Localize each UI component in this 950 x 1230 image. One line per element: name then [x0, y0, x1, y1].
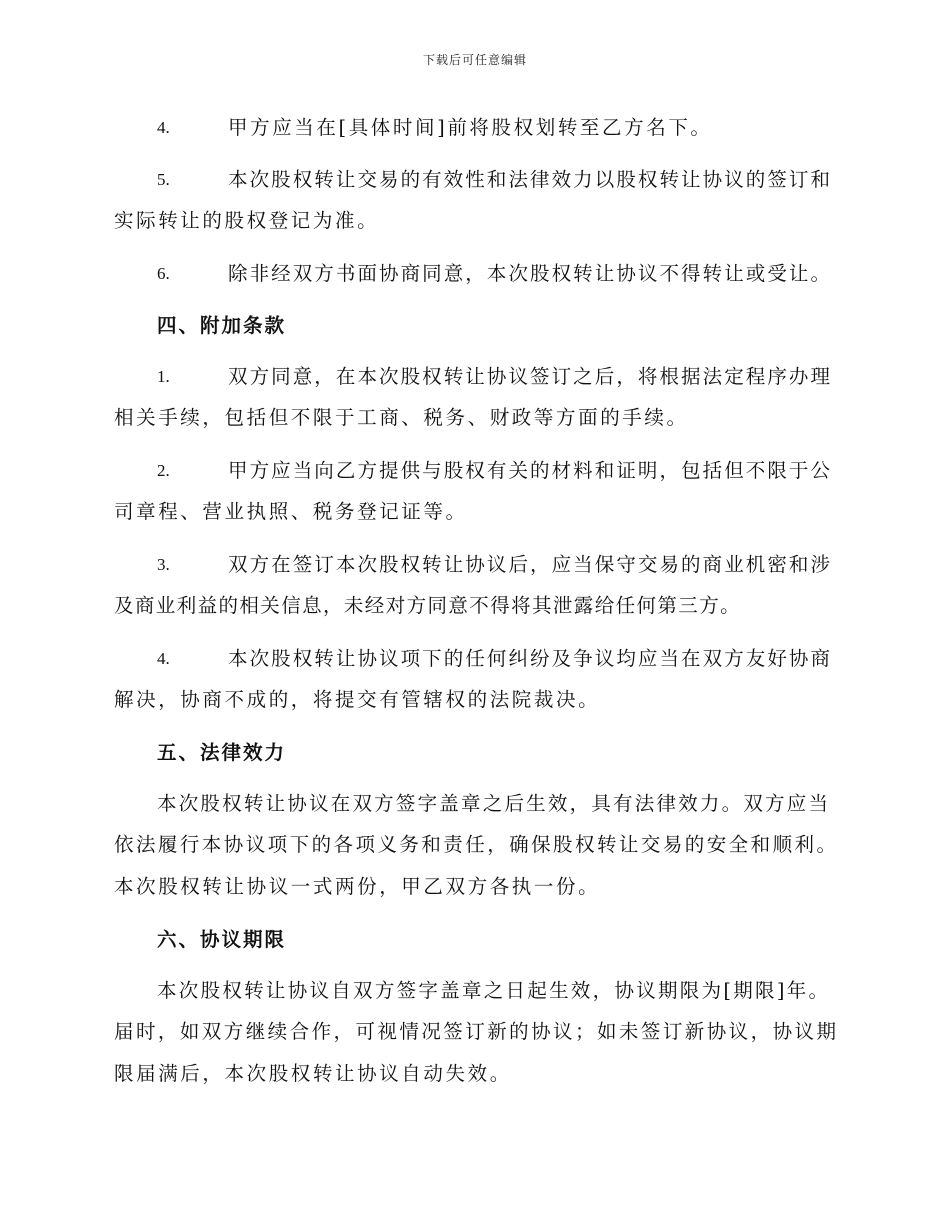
paragraph-text: 本次股权转让协议自双方签字盖章之日起生效，协议期限为[期限]年。: [157, 979, 828, 1002]
item-text: 本次股权转让协议项下的任何纠纷及争议均应当在双方友好协商: [228, 647, 830, 670]
item-number: 5.: [157, 170, 170, 189]
item-text: 除非经双方书面协商同意，本次股权转让协议不得转让或受让。: [228, 262, 830, 285]
paragraph-text: 本次股权转让协议在双方签字盖章之后生效，具有法律效力。双方应当: [157, 792, 828, 815]
page-header: 下载后可任意编辑: [422, 53, 527, 67]
item-text-continued: 及商业利益的相关信息，未经对方同意不得将其泄露给任何第三方。: [114, 594, 742, 617]
section-heading: 六、协议期限: [157, 928, 287, 951]
paragraph-text: 本次股权转让协议一式两份，甲乙双方各执一份。: [114, 875, 601, 898]
item-number: 1.: [157, 367, 170, 386]
item-text: 甲方应当在[具体时间]前将股权划转至乙方名下。: [228, 116, 713, 139]
paragraph-text: 依法履行本协议项下的各项义务和责任，确保股权转让交易的安全和顺利。: [114, 833, 836, 856]
item-number: 2.: [157, 461, 170, 480]
item-number: 4.: [157, 649, 170, 668]
section-heading: 五、法律效力: [157, 741, 287, 764]
item-number: 3.: [157, 555, 170, 574]
paragraph-text: 限届满后，本次股权转让协议自动失效。: [114, 1062, 512, 1085]
item-text: 甲方应当向乙方提供与股权有关的材料和证明，包括但不限于公: [228, 459, 830, 482]
item-number: 4.: [157, 118, 170, 137]
paragraph-text: 届时，如双方继续合作，可视情况签订新的协议；如未签订新协议，协议期: [114, 1020, 836, 1043]
item-text: 双方在签订本次股权转让协议后，应当保守交易的商业机密和涉: [228, 553, 830, 576]
item-text-continued: 相关手续，包括但不限于工商、税务、财政等方面的手续。: [114, 406, 689, 429]
item-number: 6.: [157, 264, 170, 283]
item-text-continued: 司章程、营业执照、税务登记证等。: [114, 500, 468, 523]
item-text: 双方同意，在本次股权转让协议签订之后，将根据法定程序办理: [228, 365, 830, 388]
item-text-continued: 解决，协商不成的，将提交有管辖权的法院裁决。: [114, 688, 601, 711]
item-text: 本次股权转让交易的有效性和法律效力以股权转让协议的签订和: [228, 168, 830, 191]
section-heading: 四、附加条款: [157, 314, 287, 337]
item-text-continued: 实际转让的股权登记为准。: [114, 209, 380, 232]
